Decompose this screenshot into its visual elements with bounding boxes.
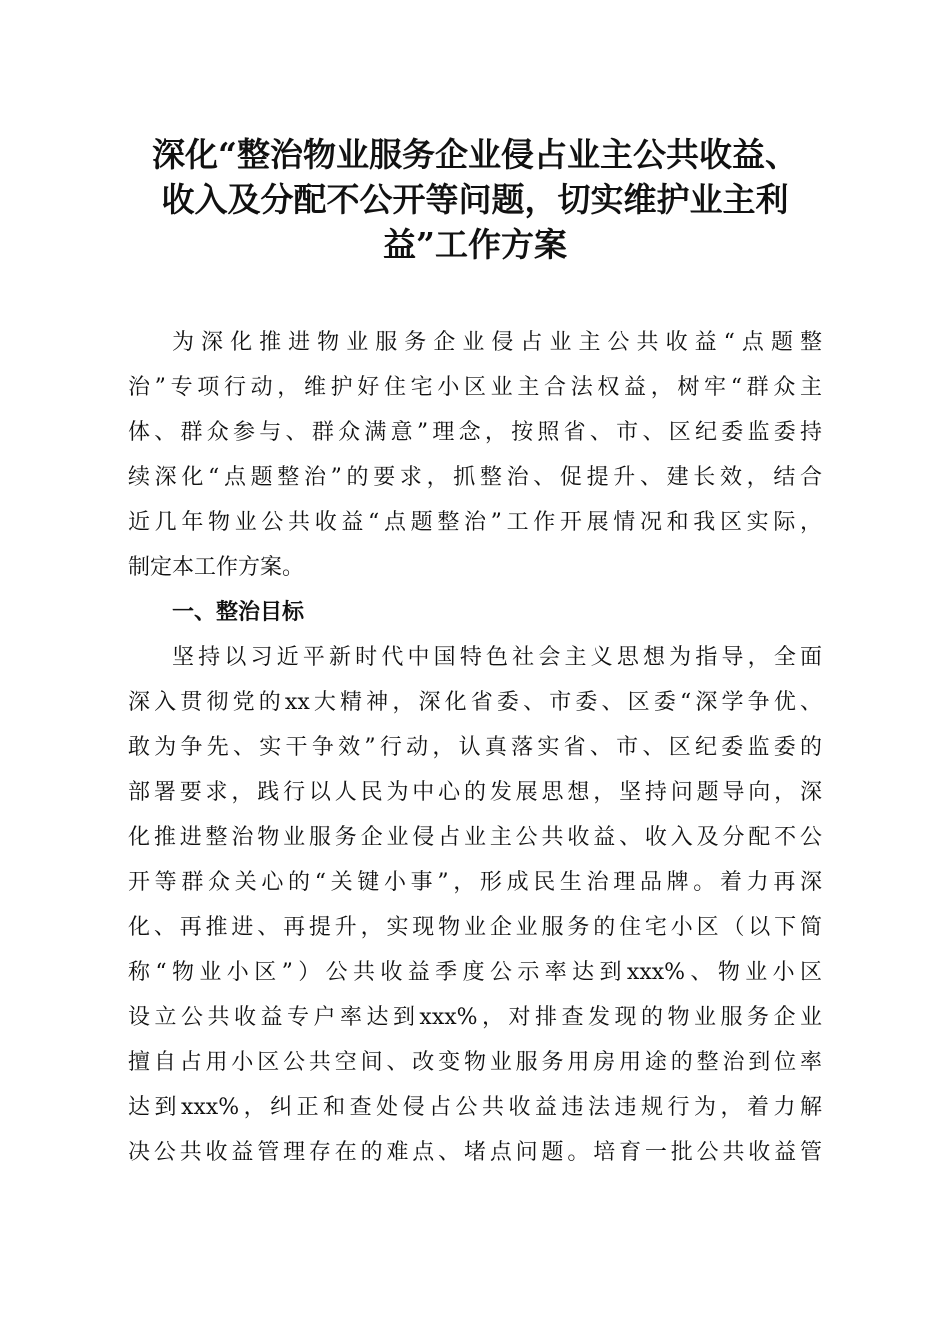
paragraph-line: 近几年物业公共收益“点题整治”工作开展情况和我区实际，: [128, 510, 822, 535]
title-line-3: 益”工作方案: [383, 225, 567, 264]
goals-paragraph: [128, 635, 822, 1175]
paragraph-line: 为深化推进物业服务企业侵占业主公共收益“点题整: [172, 330, 822, 355]
paragraph-line: 化推进整治物业服务企业侵占业主公共收益、收入及分配不公: [128, 825, 822, 850]
paragraph-line: 制定本工作方案。: [128, 555, 305, 580]
title-line-1: 深化“整治物业服务企业侵占业主公共收益、: [152, 135, 798, 174]
paragraph-line: 部署要求，践行以人民为中心的发展思想，坚持问题导向，深: [128, 780, 822, 805]
paragraph-line: 决公共收益管理存在的难点、堵点问题。培育一批公共收益管: [128, 1140, 822, 1165]
document-title: [110, 132, 840, 267]
paragraph-line: 达到xxx%，纠正和查处侵占公共收益违法违规行为，着力解: [128, 1095, 822, 1120]
paragraph-line: 治”专项行动，维护好住宅小区业主合法权益，树牢“群众主: [128, 375, 822, 400]
paragraph-line: 敢为争先、实干争效”行动，认真落实省、市、区纪委监委的: [128, 735, 822, 760]
paragraph-line: 化、再推进、再提升，实现物业企业服务的住宅小区（以下简: [128, 915, 822, 940]
paragraph-line: 坚持以习近平新时代中国特色社会主义思想为指导，全面: [172, 645, 822, 670]
paragraph-line: 深入贯彻党的xx大精神，深化省委、市委、区委“深学争优、: [128, 690, 822, 715]
paragraph-line: 体、群众参与、群众满意”理念，按照省、市、区纪委监委持: [128, 420, 822, 445]
paragraph-line: 设立公共收益专户率达到xxx%，对排查发现的物业服务企业: [128, 1005, 822, 1030]
intro-paragraph: [128, 320, 822, 590]
paragraph-line: 续深化“点题整治”的要求，抓整治、促提升、建长效，结合: [128, 465, 822, 490]
paragraph-line: 称“物业小区”）公共收益季度公示率达到xxx%、物业小区: [128, 960, 822, 985]
paragraph-line: 擅自占用小区公共空间、改变物业服务用房用途的整治到位率: [128, 1050, 822, 1075]
document-body: [128, 320, 822, 1175]
section-heading-goals: 一、整治目标: [172, 600, 305, 625]
title-line-2: 收入及分配不公开等问题，切实维护业主利: [161, 180, 789, 219]
paragraph-line: 开等群众关心的“关键小事”，形成民生治理品牌。着力再深: [128, 870, 822, 895]
